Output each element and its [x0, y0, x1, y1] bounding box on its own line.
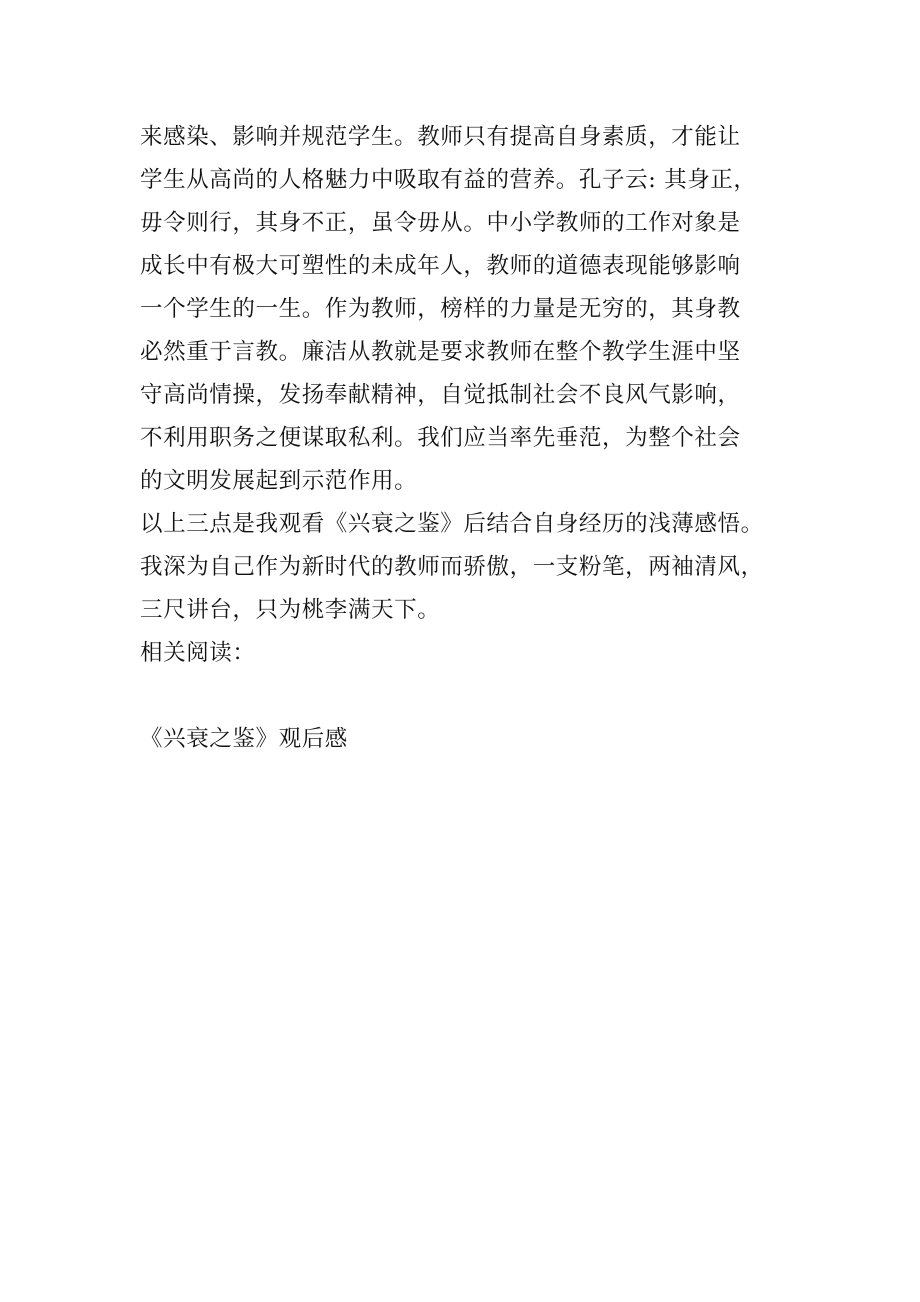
paragraph-line: 守高尚情操，发扬奉献精神，自觉抵制社会不良风气影响，	[140, 382, 741, 408]
spacer	[140, 675, 800, 718]
paragraph-line: 不利用职务之便谋取私利。我们应当率先垂范，为整个社会	[140, 425, 741, 451]
paragraph-line: 的文明发展起到示范作用。	[140, 468, 418, 494]
paragraph-line: 以上三点是我观看《兴衰之鉴》后结合自身经历的浅薄感悟。	[140, 511, 764, 537]
paragraph-line: 我深为自己作为新时代的教师而骄傲，一支粉笔，两袖清风，	[140, 554, 764, 580]
related-article-link[interactable]: 《兴衰之鉴》观后感	[140, 726, 348, 752]
paragraph-line: 学生从高尚的人格魅力中吸取有益的营养。孔子云: 其身正，	[140, 167, 757, 193]
paragraph-line: 一个学生的一生。作为教师，榜样的力量是无穷的，其身教	[140, 296, 741, 322]
paragraph-line: 必然重于言教。廉洁从教就是要求教师在整个教学生涯中坚	[140, 339, 741, 365]
paragraph-line: 成长中有极大可塑性的未成年人，教师的道德表现能够影响	[140, 253, 741, 279]
paragraph-line: 毋令则行，其身不正，虽令毋从。中小学教师的工作对象是	[140, 210, 741, 236]
document-body	[140, 116, 800, 761]
paragraph-line: 来感染、影响并规范学生。教师只有提高自身素质，才能让	[140, 124, 741, 150]
paragraph-line: 三尺讲台，只为桃李满天下。	[140, 597, 441, 623]
related-reading-heading: 相关阅读：	[140, 640, 256, 666]
